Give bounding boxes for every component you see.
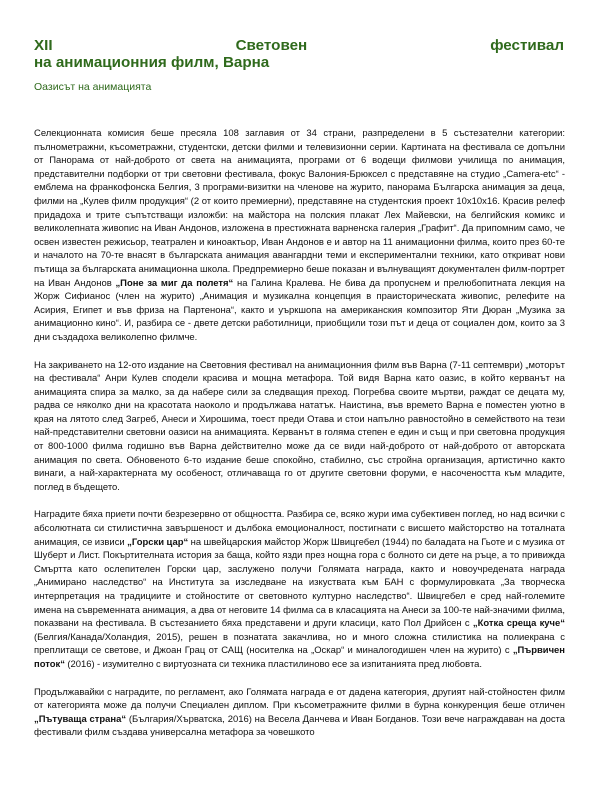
paragraph-4 [34,686,565,740]
film-title-bold: „Първичен поток“ [34,645,565,670]
paragraph-text: Селекционната комисия беше пресяла 108 заглавия от 34 страни, разпределени в 5 състезателни категории: пълнометражни, късометражни, студентски, детски филми и телевизионни серии. Картината на фестивала се допълни от Панорама от най-доброто от света на анимацията, програми от 6 водещи филмови училища по анимация, представителни подборки от три световни фестивала, фокус Валония-Брюксел с представяне на студио „Camera-etc“ - емблема на франкофонска Белгия, 3 програми-визитки на членове на журито, панорама Българска анимация за деца, филми на „Кулев филм продукция“ (2 от които премиерни), представяне на студентския проект 10х10х16. Красив релеф придадоха и трите съпътстващи изложби: на майстора на полския плакат Лех Майевски, на белгийския комикс и великолепната живопис на Иван Андонов, изложена в престижната варненска галерия „Графит“. Да припомним само, че освен известен режисьор, театрален и киноактьор, Иван Андонов е и автор на 11 анимационни филма, които през 60-те и началото на 70-те внасят в българската анимация авангардни теми и експериментални техники, като откриват нови пътища за българската анимационна школа. Предпремиерно беше показан и вълнуващият документален филм-портрет на Иван Андонов [34,128,565,289]
article-title [34,37,564,71]
paragraph-text: (Белгия/Канада/Холандия, 2015), решен в познатата закачлива, но и много сложна стилистика на полиекрана с преплитащи се светове, и Джоан Грац от САЩ (носителка на „Оскар“ и миналогодишен член на журито) с [34,631,565,657]
article-title-line-2: на анимационния филм, Варна [34,54,270,71]
paragraph-1 [34,127,565,345]
film-title-bold: „Пътуваща страна“ [34,713,127,725]
film-title-bold: „Поне за миг да полетя“ [115,277,234,289]
paragraph-text: (2016) - изумително с виртуозната си техника пластилиново есе за изпитанията пред любовта. [64,658,483,670]
film-title-bold: „Горски цар“ [127,536,189,548]
film-title-bold: „Котка среща куче“ [472,618,565,630]
paragraph-text: Продължавайки с наградите, по регламент, ако Голямата награда е от дадена категория, другият най-стойностен филм от категорията може да получи Специален диплом. При късометражните филми в бурна конкуренция беше отличен [34,686,565,712]
paragraph-text: На закриването на 12-ото издание на Световния фестивал на анимационния филм във Варна (7-11 септември) „моторът на фестивала“ Анри Кулев сподели красива и мощна метафора. Той видя Варна като оазис, в който керванът на анимацията спира за малко, за да набере сили за следващия преход. Погребва своите мъртви, раждат се децата му, радва се няколко дни на красотата наоколо и продължава нататък. Наистина, във времето Варна е поместен уютно в края на лятото след Загреб, Анеси и Хирошима, тоест преди Отава и стои напълно равностойно в семейството на тези най-представителни световни оазиси на анимацията. Керванът в голяма степен е един и същ и при световна продукция от 800-1000 филма годишно във Варна действително може да се види най-доброто от най-доброто от авторската анимация по света. Обновеното 6-то издание беше спокойно, стабилно, със стройна организация, артистично както винаги, а най-характерната му особеност, отличаваща го от другите световни форуми, е насочеността към младите, поглед в бъдещето. [34,359,565,493]
article-body [34,127,565,754]
paragraph-3 [34,508,565,671]
paragraph-2 [34,359,565,495]
paragraph-text: на Галина Кралева. Не бива да пропуснем и прелюбопитната лекция на Жорж Сифианос (член на журито) „Анимация и музикална концепция в праисторическата живопис, релефите на Асирия, Египет и във фриза на Партенона“, както и уъркшопа на американския композитор Яти Дюран „Музика за анимационно кино“. И, разбира се - двете детски работилници, приобщили този път и деца от социален дом, които за 3 дни създадоха великолепно филмче. [34,277,565,343]
paragraph-text: Наградите бяха приети почти безрезервно от общността. Разбира се, всяко жури има субективен поглед, но над всички с абсолютната си стилистична завършеност и дълбока емоционалност, постигнати с висшето майсторство на тоталната анимация, се извиси [34,509,565,548]
article-subtitle: Оазисът на анимацията [34,81,152,93]
article-title-line-1: XII Световен фестивал [34,37,564,54]
paragraph-text: (България/Хърватска, 2016) на Весела Данчева и Иван Богданов. Този вече награждаван на доста фестивали филм създава универсална метафора за човешкото [34,713,566,739]
paragraph-text: на швейцарския майстор Жорж Швицгебел (1944) по баладата на Гьоте и с музика от Шуберт и Лист. Покъртителната история за баща, който язди през нощна гора с болното си дете на ръце, а то привижда Смъртта като ослепителен Горски цар, заслужено получи Голямата награда, както и новоучредената награда „Анимирано наследство“ на Института за изследване на изкуствата към БАН с формулировката „За творческа интерпретация на традициите и стойностите от световното културно наследство“. Швицгебел е сред най-големите имена на съвременната анимация, а два от неговите 14 филма са в класацията на Анеси за 100-те най-значими филма, показвани на фестивала. В състезанието бяха представени и други класици, като Пол Дрийсен с [34,536,565,630]
